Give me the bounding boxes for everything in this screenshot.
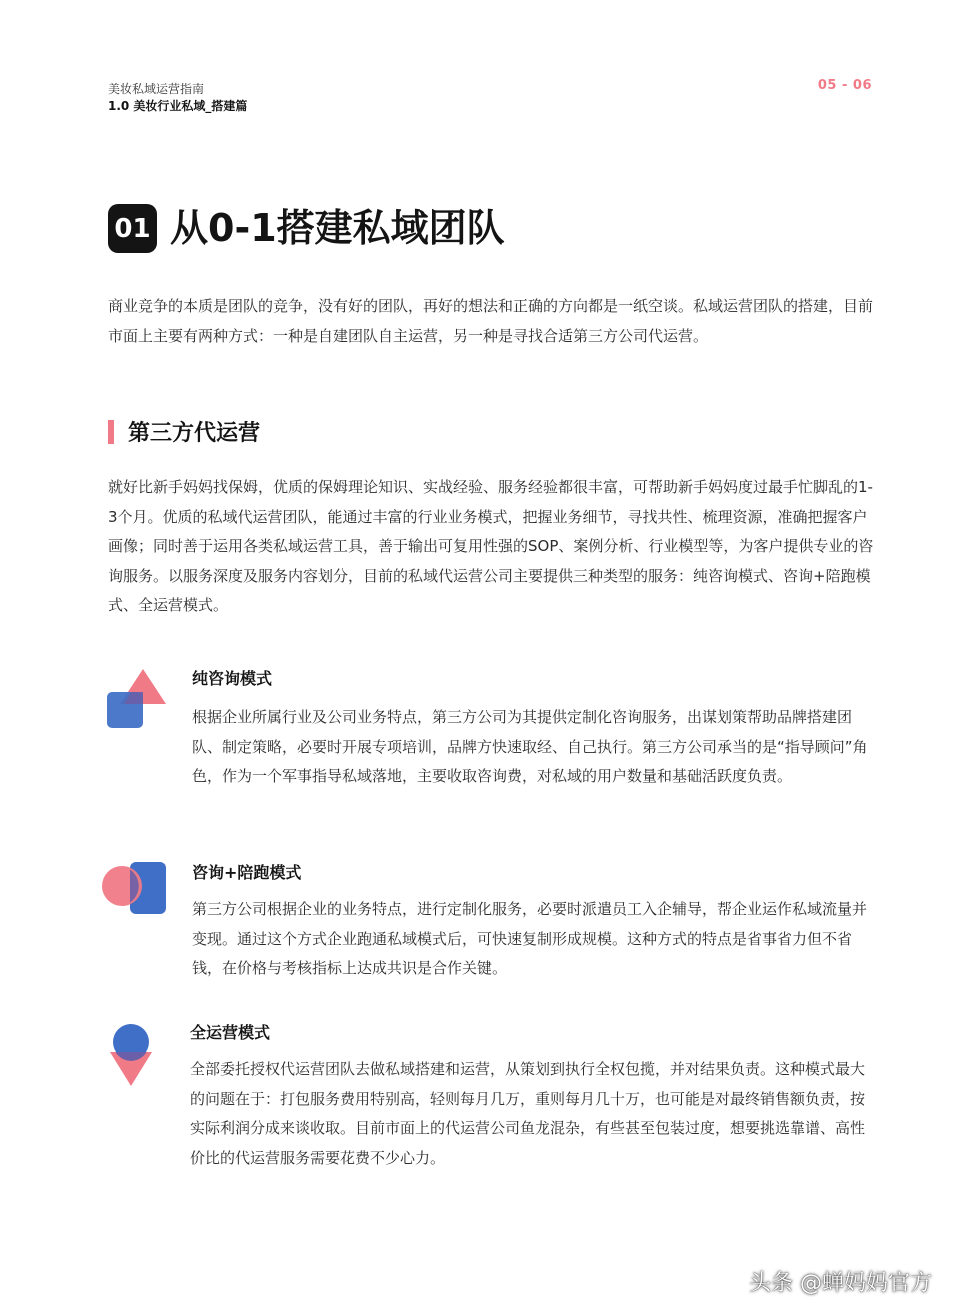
mode-body: 根据企业所属行业及公司业务特点，第三方公司为其提供定制化咨询服务，出谋划策帮助品牌搭建团队、制定策略，必要时开展专项培训，品牌方快速取经、自己执行。第三方公司承当的是“指导顾问”角色，作为一个军事指导私域落地，主要收取咨询费，对私域的用户数量和基础活跃度负责。 [192, 708, 868, 785]
section-body: 就好比新手妈妈找保姆，优质的保姆理论知识、实战经验、服务经验都很丰富，可帮助新手妈妈度过最手忙脚乱的1-3个月。优质的私域代运营团队，能通过丰富的行业业务模式，把握业务细节，寻找共性、梳理资源，准确把握客户画像；同时善于运用各类私域运营工具，善于输出可复用性强的SOP、案例分析、行业模型等，为客户提供专业的咨询服务。以服务深度及服务内容划分，目前的私域代运营公司主要提供三种类型的服务：纯咨询模式、咨询+陪跑模式、全运营模式。 [108, 478, 874, 614]
mode-title: 咨询+陪跑模式 [192, 863, 302, 882]
mode-body: 全部委托授权代运营团队去做私域搭建和运营，从策划到执行全权包揽，并对结果负责。这种模式最大的问题在于：打包服务费用特别高，轻则每月几万，重则每月几十万，也可能是对最终销售额负责，按实际利润分成来谈收取。目前市面上的代运营公司鱼龙混杂，有些甚至包装过度，想要挑选靠谱、高性价比的代运营服务需要花费不少心力。 [190, 1060, 866, 1167]
section-path: 1.0 美妆行业私域_搭建篇 [108, 99, 248, 113]
chapter-number-badge: 01 [108, 204, 157, 253]
consult-mode-icon [104, 666, 170, 732]
watermark: 头条 @蝉妈妈官方 [749, 1271, 932, 1296]
section-title: 第三方代运营 [128, 421, 261, 446]
full-operation-icon [106, 1022, 156, 1088]
mode-title: 纯咨询模式 [192, 669, 273, 688]
page-numbers: 05 - 06 [817, 78, 872, 93]
mode-title: 全运营模式 [190, 1023, 271, 1042]
chapter-title: 从0-1搭建私域团队 [170, 206, 505, 250]
consult-accompany-icon [100, 860, 168, 916]
mode-body: 第三方公司根据企业的业务特点，进行定制化服务，必要时派遣员工入企辅导，帮企业运作私域流量并变现。通过这个方式企业跑通私域模式后，可快速复制形成规模。这种方式的特点是省事省力但不省钱，在价格与考核指标上达成共识是合作关键。 [192, 900, 868, 977]
doc-title: 美妆私域运营指南 [108, 82, 205, 96]
chapter-intro: 商业竞争的本质是团队的竞争，没有好的团队，再好的想法和正确的方向都是一纸空谈。私域运营团队的搭建，目前市面上主要有两种方式：一种是自建团队自主运营，另一种是寻找合适第三方公司代运营。 [108, 297, 874, 345]
section-accent-bar [108, 420, 114, 444]
